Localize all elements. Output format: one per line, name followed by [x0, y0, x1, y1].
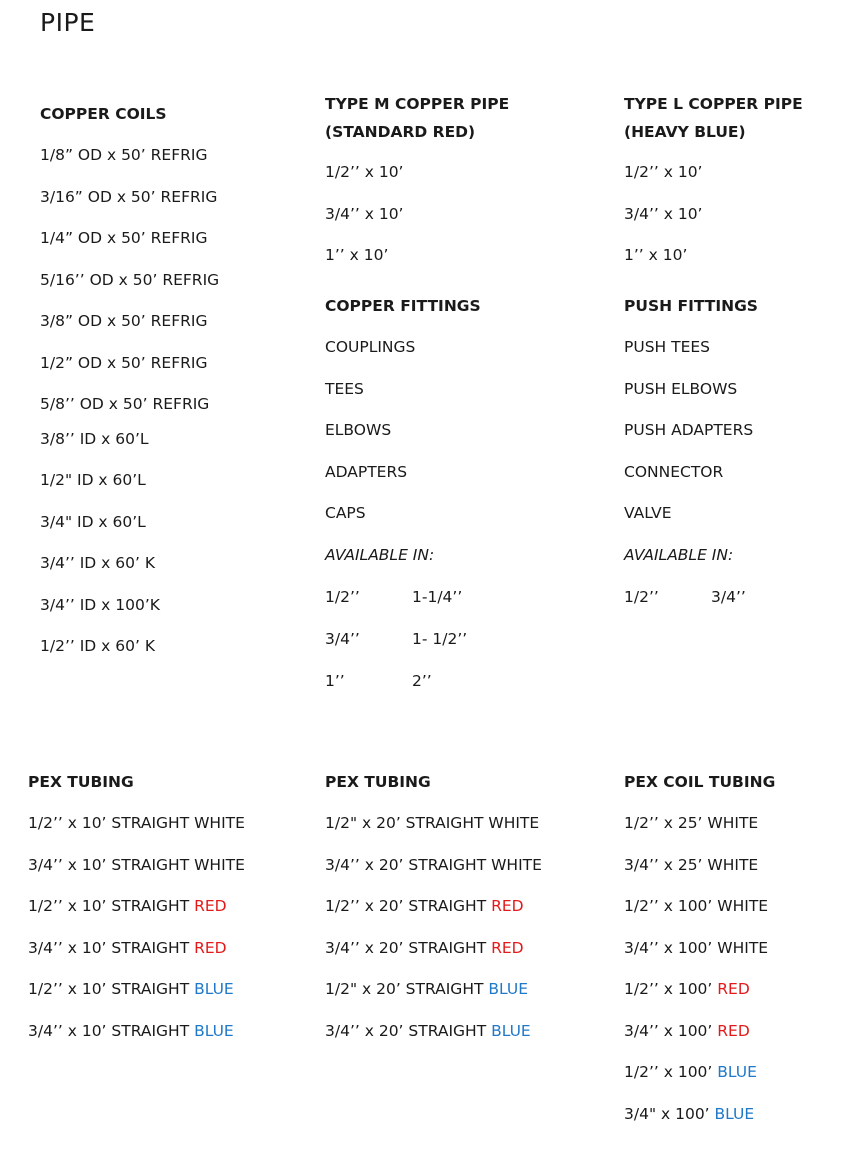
copper-fittings-header: COPPER FITTINGS [325, 297, 481, 315]
list-item: 3/8’’ ID x 60’L [40, 430, 149, 448]
list-item: 1/2’’ x 10’ STRAIGHT BLUE [28, 980, 234, 998]
list-item: 1/2’’ x 100’ BLUE [624, 1063, 757, 1081]
list-item: CAPS [325, 504, 366, 522]
list-item: 1/8” OD x 50’ REFRIG [40, 146, 208, 164]
list-item: 3/4’’ x 10’ STRAIGHT RED [28, 939, 227, 957]
list-item: 1/2’’ x 10’ STRAIGHT RED [28, 897, 227, 915]
list-item: 1/2’’ x 100’ RED [624, 980, 750, 998]
page-title: PIPE [40, 8, 96, 37]
size-value: 1’’ [325, 672, 345, 690]
list-item: 3/8” OD x 50’ REFRIG [40, 312, 208, 330]
list-item: 1/4” OD x 50’ REFRIG [40, 229, 208, 247]
list-item: TEES [325, 380, 364, 398]
list-item: 1/2’’ x 100’ WHITE [624, 897, 769, 915]
list-item: 1/2" x 20’ STRAIGHT BLUE [325, 980, 529, 998]
list-item: PUSH TEES [624, 338, 711, 356]
list-item: VALVE [624, 504, 672, 522]
list-item: PUSH ADAPTERS [624, 421, 754, 439]
list-item: 3/4’’ x 10’ STRAIGHT WHITE [28, 856, 245, 874]
color-word: RED [491, 897, 524, 915]
list-item: 5/8’’ OD x 50’ REFRIG [40, 395, 210, 413]
size-value: 1/2’’ [325, 588, 360, 606]
color-word: RED [491, 939, 524, 957]
list-item: 1’’ x 10’ [325, 246, 389, 264]
list-item: 1/2” OD x 50’ REFRIG [40, 354, 208, 372]
copper-coils-header: COPPER COILS [40, 105, 167, 123]
list-item: 3/4’’ x 25’ WHITE [624, 856, 759, 874]
type-m-header-line1: TYPE M COPPER PIPE [325, 95, 510, 113]
color-word: RED [194, 897, 227, 915]
list-item: 3/4’’ ID x 100’K [40, 596, 160, 614]
size-row [325, 671, 432, 691]
size-value: 3/4’’ [711, 588, 746, 606]
list-item: 3/4’’ ID x 60’ K [40, 554, 156, 572]
type-l-section [624, 90, 803, 264]
list-item: 5/16’’ OD x 50’ REFRIG [40, 271, 220, 289]
size-value: 2’’ [412, 672, 432, 690]
list-item: 1/2" x 20’ STRAIGHT WHITE [325, 814, 540, 832]
list-item: 3/4’’ x 20’ STRAIGHT BLUE [325, 1022, 531, 1040]
color-word: BLUE [717, 1063, 757, 1081]
list-item: 3/4’’ x 20’ STRAIGHT RED [325, 939, 524, 957]
list-item: 1/2’’ x 10’ STRAIGHT WHITE [28, 814, 245, 832]
copper-coils-section [40, 100, 220, 655]
pex-coil-tubing-header: PEX COIL TUBING [624, 773, 776, 791]
list-item: 3/4’’ x 10’ [624, 205, 703, 223]
push-fittings-header: PUSH FITTINGS [624, 297, 758, 315]
pex-tubing-header: PEX TUBING [28, 773, 134, 791]
copper-fittings-section [325, 292, 481, 690]
size-value: 1/2’’ [624, 588, 659, 606]
list-item: 1/2’’ x 10’ [325, 163, 404, 181]
type-m-section [325, 90, 510, 264]
list-item: 3/4’’ x 100’ WHITE [624, 939, 769, 957]
size-value: 3/4’’ [325, 630, 360, 648]
available-in-label: AVAILABLE IN: [325, 546, 435, 564]
list-item: 3/4’’ x 10’ [325, 205, 404, 223]
color-word: BLUE [714, 1105, 755, 1123]
color-word: BLUE [194, 980, 234, 998]
color-word: BLUE [194, 1022, 234, 1040]
push-fittings-section [624, 292, 758, 606]
list-item: 1/2’’ ID x 60’ K [40, 637, 156, 655]
color-word: RED [717, 980, 750, 998]
size-row [325, 587, 462, 607]
list-item: 3/4’’ x 20’ STRAIGHT WHITE [325, 856, 542, 874]
pex-coil-tubing-section [624, 768, 776, 1123]
list-item: 3/4" x 100’ BLUE [624, 1105, 755, 1123]
color-word: BLUE [488, 980, 529, 998]
size-value: 1-1/4’’ [412, 588, 463, 606]
list-item: 1/2’’ x 25’ WHITE [624, 814, 759, 832]
list-item: PUSH ELBOWS [624, 380, 738, 398]
type-l-header-line2: (HEAVY BLUE) [624, 123, 746, 141]
list-item: COUPLINGS [325, 338, 416, 356]
pex-tubing-20ft-section [325, 768, 542, 1040]
type-m-header-line2: (STANDARD RED) [325, 123, 476, 141]
list-item: 3/4’’ x 100’ RED [624, 1022, 750, 1040]
pex-tubing-header: PEX TUBING [325, 773, 431, 791]
list-item: 1/2’’ x 20’ STRAIGHT RED [325, 897, 524, 915]
type-l-header-line1: TYPE L COPPER PIPE [624, 95, 803, 113]
size-row [325, 629, 467, 649]
pex-tubing-10ft-section [28, 768, 245, 1040]
size-row [624, 587, 746, 607]
available-in-label: AVAILABLE IN: [624, 546, 734, 564]
color-word: RED [717, 1022, 750, 1040]
list-item: 1/2" ID x 60’L [40, 471, 146, 489]
list-item: 3/4" ID x 60’L [40, 513, 146, 531]
list-item: ADAPTERS [325, 463, 408, 481]
list-item: 3/16” OD x 50’ REFRIG [40, 188, 218, 206]
size-value: 1- 1/2’’ [412, 630, 468, 648]
color-word: BLUE [491, 1022, 531, 1040]
list-item: CONNECTOR [624, 463, 724, 481]
list-item: 3/4’’ x 10’ STRAIGHT BLUE [28, 1022, 234, 1040]
list-item: 1/2’’ x 10’ [624, 163, 703, 181]
color-word: RED [194, 939, 227, 957]
list-item: ELBOWS [325, 421, 392, 439]
list-item: 1’’ x 10’ [624, 246, 688, 264]
